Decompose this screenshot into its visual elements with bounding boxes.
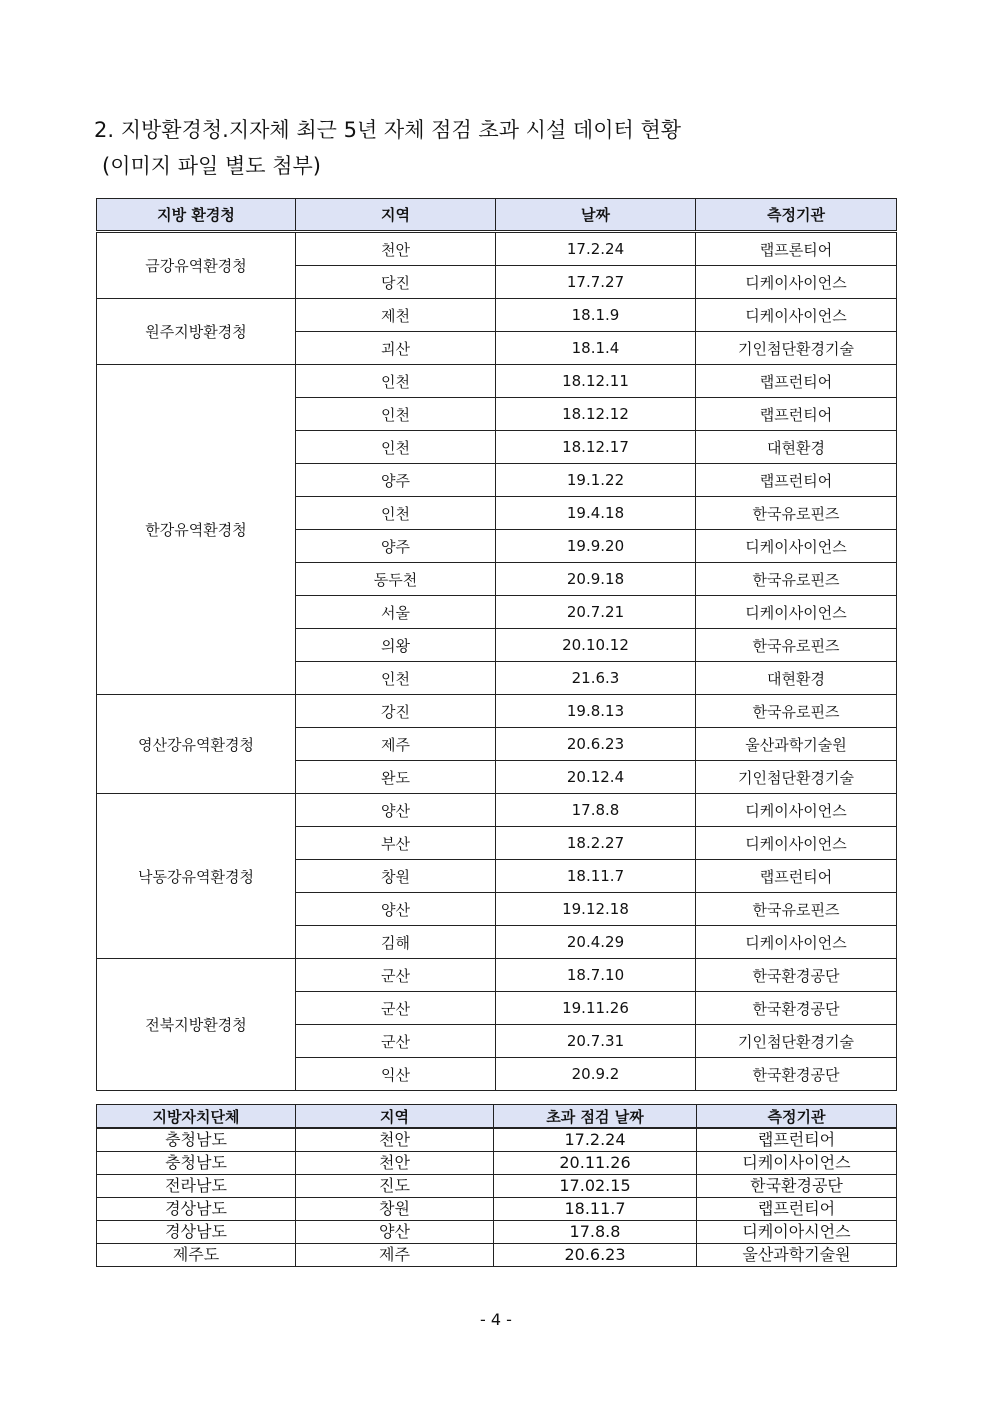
date-cell: 21.6.3 bbox=[496, 662, 696, 695]
region-cell: 창원 bbox=[296, 1198, 494, 1221]
government-cell: 제주도 bbox=[97, 1244, 296, 1267]
region-cell: 인천 bbox=[296, 662, 496, 695]
region-cell: 제천 bbox=[296, 299, 496, 332]
regional-office-table bbox=[96, 198, 897, 1091]
agency-cell: 디케이사이언스 bbox=[696, 827, 897, 860]
date-cell: 18.11.7 bbox=[496, 860, 696, 893]
regional-office-table-body bbox=[97, 232, 897, 1091]
date-cell: 17.8.8 bbox=[496, 794, 696, 827]
date-cell: 18.2.27 bbox=[496, 827, 696, 860]
agency-cell: 한국유로핀즈 bbox=[696, 629, 897, 662]
date-cell: 18.12.17 bbox=[496, 431, 696, 464]
agency-cell: 한국유로핀즈 bbox=[696, 497, 897, 530]
date-cell: 19.11.26 bbox=[496, 992, 696, 1025]
region-cell: 강진 bbox=[296, 695, 496, 728]
table-row bbox=[97, 695, 897, 728]
agency-cell: 한국환경공단 bbox=[697, 1175, 897, 1198]
date-cell: 20.9.18 bbox=[496, 563, 696, 596]
local-government-table-body bbox=[97, 1128, 897, 1267]
region-cell: 인천 bbox=[296, 497, 496, 530]
agency-cell: 한국유로핀즈 bbox=[696, 563, 897, 596]
region-cell: 천안 bbox=[296, 1152, 494, 1175]
date-cell: 18.1.9 bbox=[496, 299, 696, 332]
header-government: 지방자치단체 bbox=[97, 1105, 296, 1129]
date-cell: 20.4.29 bbox=[496, 926, 696, 959]
region-cell: 부산 bbox=[296, 827, 496, 860]
table-row bbox=[97, 1175, 897, 1198]
agency-cell: 디케이사이언스 bbox=[696, 794, 897, 827]
date-cell: 17.7.27 bbox=[496, 266, 696, 299]
agency-cell: 울산과학기술원 bbox=[697, 1244, 897, 1267]
date-cell: 19.9.20 bbox=[496, 530, 696, 563]
government-cell: 충청남도 bbox=[97, 1128, 296, 1152]
region-cell: 천안 bbox=[296, 232, 496, 266]
table-row bbox=[97, 232, 897, 266]
region-cell: 인천 bbox=[296, 365, 496, 398]
table-header-row bbox=[97, 1105, 897, 1129]
date-cell: 17.8.8 bbox=[494, 1221, 697, 1244]
heading-title: 2. 지방환경청.지자체 최근 5년 자체 점검 초과 시설 데이터 현황 bbox=[94, 118, 682, 142]
agency-cell: 디케이사이언스 bbox=[696, 596, 897, 629]
local-government-table bbox=[96, 1104, 897, 1267]
table-row bbox=[97, 794, 897, 827]
agency-cell: 디케이사이언스 bbox=[696, 299, 897, 332]
date-cell: 18.11.7 bbox=[494, 1198, 697, 1221]
region-cell: 천안 bbox=[296, 1128, 494, 1152]
date-cell: 20.12.4 bbox=[496, 761, 696, 794]
region-cell: 창원 bbox=[296, 860, 496, 893]
agency-cell: 기인첨단환경기술 bbox=[696, 1025, 897, 1058]
agency-cell: 기인첨단환경기술 bbox=[696, 761, 897, 794]
date-cell: 20.11.26 bbox=[494, 1152, 697, 1175]
region-cell: 익산 bbox=[296, 1058, 496, 1091]
date-cell: 18.12.12 bbox=[496, 398, 696, 431]
government-cell: 경상남도 bbox=[97, 1198, 296, 1221]
agency-cell: 디케이사이언스 bbox=[696, 266, 897, 299]
date-cell: 19.12.18 bbox=[496, 893, 696, 926]
page-number: - 4 - bbox=[480, 1310, 512, 1329]
region-cell: 서울 bbox=[296, 596, 496, 629]
region-cell: 양산 bbox=[296, 794, 496, 827]
region-cell: 양산 bbox=[296, 893, 496, 926]
region-cell: 당진 bbox=[296, 266, 496, 299]
agency-cell: 랩프론티어 bbox=[696, 232, 897, 266]
agency-cell: 랩프런티어 bbox=[697, 1198, 897, 1221]
date-cell: 18.1.4 bbox=[496, 332, 696, 365]
table-row bbox=[97, 299, 897, 332]
date-cell: 20.6.23 bbox=[496, 728, 696, 761]
region-cell: 김해 bbox=[296, 926, 496, 959]
office-cell: 영산강유역환경청 bbox=[97, 695, 296, 794]
header-region: 지역 bbox=[296, 1105, 494, 1129]
date-cell: 20.7.31 bbox=[496, 1025, 696, 1058]
region-cell: 군산 bbox=[296, 959, 496, 992]
region-cell: 인천 bbox=[296, 398, 496, 431]
region-cell: 양주 bbox=[296, 464, 496, 497]
agency-cell: 디케이아시언스 bbox=[697, 1221, 897, 1244]
agency-cell: 한국환경공단 bbox=[696, 992, 897, 1025]
table-row bbox=[97, 365, 897, 398]
header-agency: 측정기관 bbox=[697, 1105, 897, 1129]
date-cell: 20.10.12 bbox=[496, 629, 696, 662]
region-cell: 의왕 bbox=[296, 629, 496, 662]
agency-cell: 대현환경 bbox=[696, 431, 897, 464]
office-cell: 금강유역환경청 bbox=[97, 232, 296, 299]
header-agency: 측정기관 bbox=[696, 199, 897, 232]
date-cell: 20.6.23 bbox=[494, 1244, 697, 1267]
agency-cell: 울산과학기술원 bbox=[696, 728, 897, 761]
heading-note: (이미지 파일 별도 첨부) bbox=[102, 154, 321, 178]
table-row bbox=[97, 1244, 897, 1267]
government-cell: 전라남도 bbox=[97, 1175, 296, 1198]
region-cell: 제주 bbox=[296, 728, 496, 761]
table-row bbox=[97, 1128, 897, 1152]
office-cell: 한강유역환경청 bbox=[97, 365, 296, 695]
agency-cell: 한국환경공단 bbox=[696, 959, 897, 992]
agency-cell: 한국환경공단 bbox=[696, 1058, 897, 1091]
agency-cell: 디케이사이언스 bbox=[697, 1152, 897, 1175]
table-row bbox=[97, 1152, 897, 1175]
region-cell: 괴산 bbox=[296, 332, 496, 365]
section-heading bbox=[94, 112, 681, 184]
agency-cell: 대현환경 bbox=[696, 662, 897, 695]
region-cell: 제주 bbox=[296, 1244, 494, 1267]
region-cell: 진도 bbox=[296, 1175, 494, 1198]
header-region: 지역 bbox=[296, 199, 496, 232]
header-date: 날짜 bbox=[496, 199, 696, 232]
date-cell: 18.7.10 bbox=[496, 959, 696, 992]
agency-cell: 디케이사이언스 bbox=[696, 926, 897, 959]
table-row bbox=[97, 1198, 897, 1221]
agency-cell: 한국유로핀즈 bbox=[696, 893, 897, 926]
office-cell: 전북지방환경청 bbox=[97, 959, 296, 1091]
header-check-date: 초과 점검 날짜 bbox=[494, 1105, 697, 1129]
agency-cell: 랩프런티어 bbox=[696, 398, 897, 431]
date-cell: 18.12.11 bbox=[496, 365, 696, 398]
region-cell: 양주 bbox=[296, 530, 496, 563]
agency-cell: 랩프런티어 bbox=[697, 1128, 897, 1152]
region-cell: 완도 bbox=[296, 761, 496, 794]
date-cell: 19.8.13 bbox=[496, 695, 696, 728]
agency-cell: 한국유로핀즈 bbox=[696, 695, 897, 728]
date-cell: 19.4.18 bbox=[496, 497, 696, 530]
date-cell: 20.7.21 bbox=[496, 596, 696, 629]
government-cell: 경상남도 bbox=[97, 1221, 296, 1244]
table-row bbox=[97, 1221, 897, 1244]
agency-cell: 랩프런티어 bbox=[696, 860, 897, 893]
agency-cell: 랩프런티어 bbox=[696, 365, 897, 398]
date-cell: 19.1.22 bbox=[496, 464, 696, 497]
agency-cell: 랩프런티어 bbox=[696, 464, 897, 497]
date-cell: 17.2.24 bbox=[496, 232, 696, 266]
date-cell: 17.2.24 bbox=[494, 1128, 697, 1152]
table-header-row bbox=[97, 199, 897, 232]
government-cell: 충청남도 bbox=[97, 1152, 296, 1175]
header-office: 지방 환경청 bbox=[97, 199, 296, 232]
region-cell: 인천 bbox=[296, 431, 496, 464]
table-row bbox=[97, 959, 897, 992]
office-cell: 원주지방환경청 bbox=[97, 299, 296, 365]
office-cell: 낙동강유역환경청 bbox=[97, 794, 296, 959]
date-cell: 20.9.2 bbox=[496, 1058, 696, 1091]
region-cell: 군산 bbox=[296, 1025, 496, 1058]
agency-cell: 디케이사이언스 bbox=[696, 530, 897, 563]
region-cell: 동두천 bbox=[296, 563, 496, 596]
region-cell: 군산 bbox=[296, 992, 496, 1025]
agency-cell: 기인첨단환경기술 bbox=[696, 332, 897, 365]
date-cell: 17.02.15 bbox=[494, 1175, 697, 1198]
region-cell: 양산 bbox=[296, 1221, 494, 1244]
